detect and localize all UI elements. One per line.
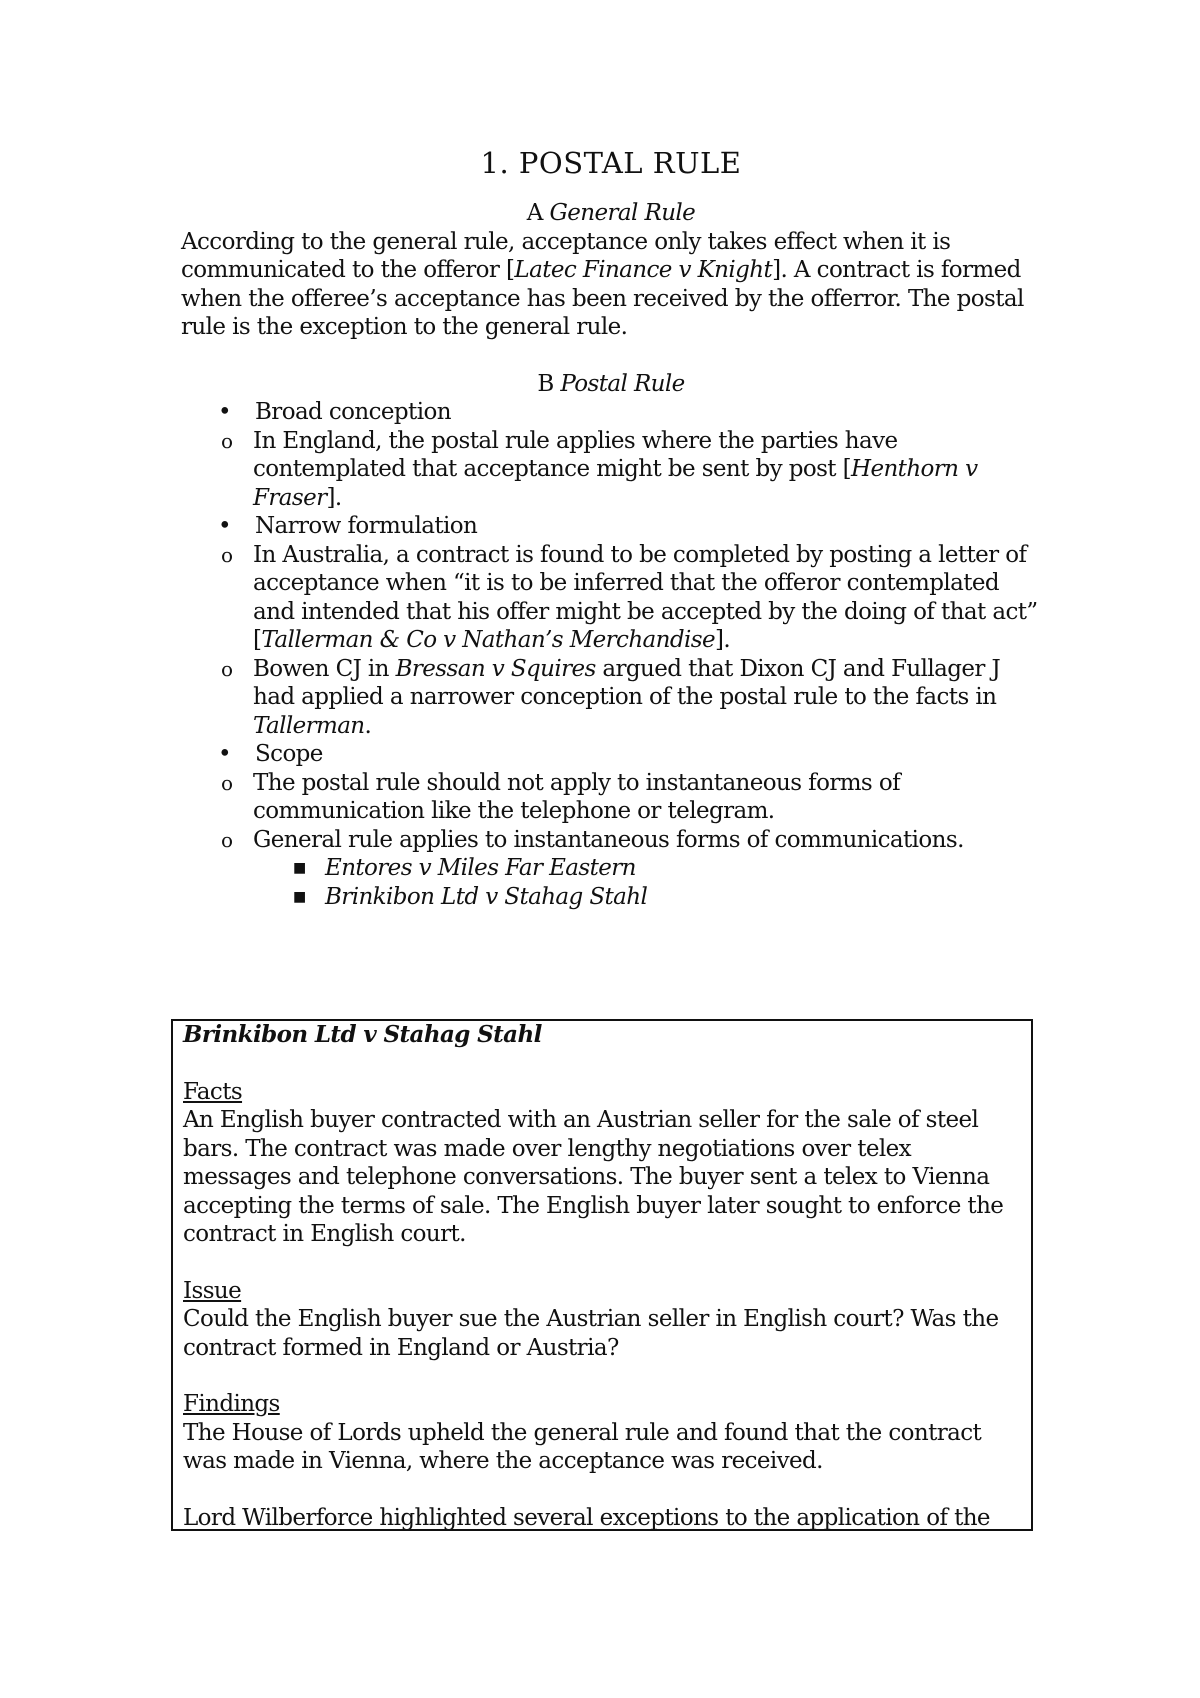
narrow-item-1-text: In Australia, a contract is found to be completed by posting a letter of acceptance when “it is to be inferred that the offeror contemplated and intended that his offer might be accepted by the doing of that act” [ bbox=[253, 541, 1038, 653]
facts-heading: Facts bbox=[183, 1078, 243, 1105]
case-tallerman-short: Tallerman bbox=[253, 712, 365, 739]
issue-heading: Issue bbox=[183, 1277, 242, 1304]
section-a-letter: A bbox=[526, 200, 543, 226]
bullet-circle-icon: o bbox=[221, 656, 233, 681]
narrow-sublist bbox=[221, 541, 1041, 741]
bullet-circle-icon: o bbox=[221, 428, 233, 453]
scope-item-1: The postal rule should not apply to instantaneous forms of communication like the telephone or telegram. bbox=[253, 769, 900, 824]
bullet-square-icon: ■ bbox=[293, 860, 306, 876]
facts-text: An English buyer contracted with an Austrian seller for the sale of steel bars. The contract was made over lengthy negotiations over telex messages and telephone conversations. The buyer sent a telex to Vienna accepting the terms of sale. The English buyer later sought to enforce the contract in English court. bbox=[183, 1107, 1004, 1247]
case-tallerman: Tallerman & Co v Nathan’s Merchandise bbox=[261, 627, 715, 653]
list-item-scope bbox=[181, 740, 1041, 911]
list-item bbox=[253, 854, 1041, 883]
bullet-circle-icon: o bbox=[221, 827, 233, 852]
list-item bbox=[253, 883, 1041, 912]
list-item bbox=[181, 826, 1041, 912]
page-title: 1. POSTAL RULE bbox=[480, 146, 742, 180]
section-b-title: Postal Rule bbox=[560, 370, 685, 397]
bullet-square-icon: ■ bbox=[293, 888, 306, 905]
list-item bbox=[181, 427, 1041, 513]
case-latec: Latec Finance v Knight bbox=[514, 257, 773, 283]
narrow-item-1-end: ]. bbox=[714, 627, 731, 653]
findings-heading: Findings bbox=[183, 1391, 280, 1417]
narrow-item-2-a: Bowen CJ in bbox=[253, 655, 396, 682]
bullet-circle-icon: o bbox=[221, 770, 233, 795]
broad-sublist bbox=[221, 427, 1041, 513]
wilberforce-text: Lord Wilberforce highlighted several exceptions to the application of the bbox=[183, 1504, 990, 1531]
case-bressan: Bressan v Squires bbox=[395, 655, 596, 682]
bullet-circle-icon: o bbox=[221, 542, 233, 567]
broad-item-text: In England, the postal rule applies where the parties have contemplated that acceptance might be sent by post [ bbox=[253, 427, 898, 482]
scope-cases-list bbox=[253, 854, 1041, 911]
bullet-dot-icon: • bbox=[218, 513, 231, 539]
list-item bbox=[181, 541, 1041, 655]
bullet-dot-icon: • bbox=[218, 741, 231, 767]
section-a-title: General Rule bbox=[549, 200, 696, 226]
section-a-paragraph bbox=[181, 228, 1041, 342]
case-henthorn: Henthorn v Fraser bbox=[253, 456, 978, 511]
list-item-narrow bbox=[181, 512, 1041, 740]
broad-item-end: ]. bbox=[326, 484, 342, 511]
list-item bbox=[181, 769, 1041, 826]
section-a-text-1: According to the general rule, acceptance only takes effect when it is communicated to the offeror [ bbox=[181, 228, 951, 283]
case-entores: Entores v Miles Far Eastern bbox=[325, 855, 636, 881]
section-a-text-2: ]. A contract is formed when the offeree’s acceptance has been received by the offerror. The postal rule is the exception to the general rule. bbox=[181, 257, 1024, 340]
findings-text: The House of Lords upheld the general rule and found that the contract was made in Vienna, where the acceptance was received. bbox=[183, 1419, 982, 1474]
narrow-label: Narrow formulation bbox=[255, 513, 478, 539]
case-box-title: Brinkibon Ltd v Stahag Stahl bbox=[183, 1021, 542, 1048]
broad-label: Broad conception bbox=[255, 399, 451, 425]
section-b-heading bbox=[181, 370, 1041, 399]
section-b-letter: B bbox=[537, 370, 554, 397]
section-a-heading bbox=[181, 199, 1041, 228]
list-item-broad bbox=[181, 398, 1041, 512]
bullet-dot-icon: • bbox=[218, 399, 231, 425]
issue-text: Could the English buyer sue the Austrian seller in English court? Was the contract formed in England or Austria? bbox=[183, 1306, 999, 1361]
case-summary-box bbox=[171, 1019, 1033, 1531]
scope-sublist bbox=[221, 769, 1041, 912]
scope-label: Scope bbox=[255, 741, 323, 767]
case-brinkibon: Brinkibon Ltd v Stahag Stahl bbox=[325, 883, 648, 910]
list-item bbox=[181, 655, 1041, 741]
narrow-item-2-end: . bbox=[364, 712, 372, 739]
document-body bbox=[181, 145, 1041, 911]
postal-rule-list bbox=[181, 398, 1041, 911]
narrow-item-2-b: argued that Dixon CJ and Fullager J had applied a narrower conception of the postal rule to the facts in bbox=[253, 655, 1001, 710]
scope-item-2: General rule applies to instantaneous forms of communications. bbox=[253, 826, 964, 853]
